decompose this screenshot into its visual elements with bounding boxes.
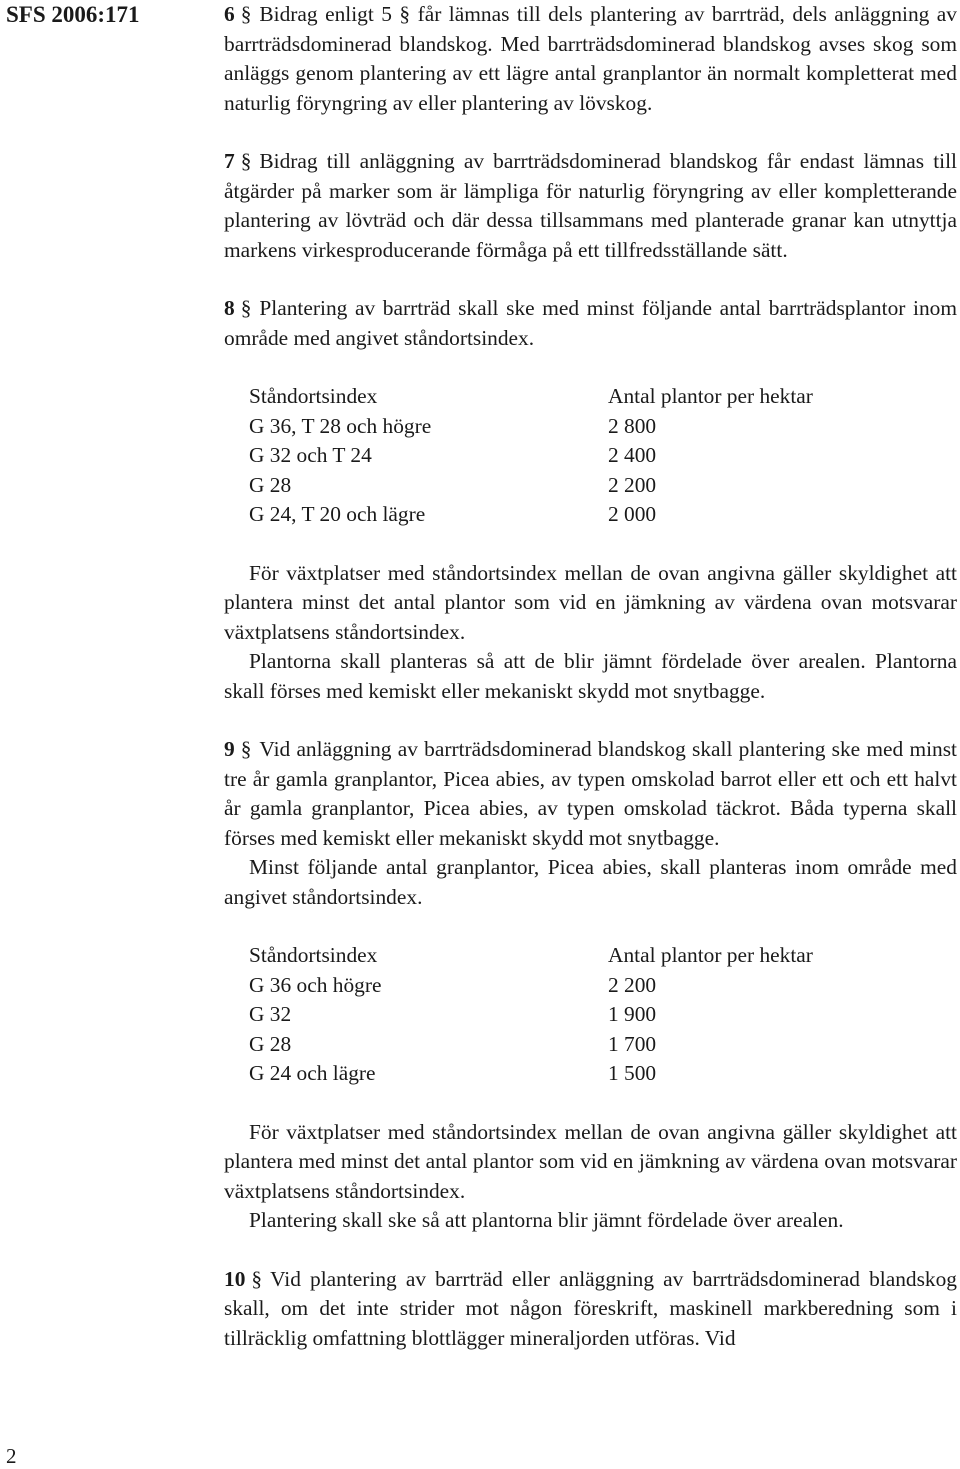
table-cell: 2 800 [608, 413, 657, 438]
table-header-cell: Ståndortsindex [249, 943, 378, 967]
section-10-text: Vid plantering av barrträd eller anläggning av barrträdsdominerad blandskog skall, om det inte strider mot någon föreskrift, maskinell markberedning som i tillräcklig omfattning blottlägger mineraljorden utföras. Vid [224, 1266, 957, 1350]
section-9-interpolation-paragraph: För växtplatser med ståndortsindex mellan de ovan angivna gäller skyldighet att plantera med minst det antal plantor som vid en jämkning av värdena ovan motsvarar växtplatsens ståndortsindex. [224, 1119, 957, 1203]
document-body [224, 0, 957, 1382]
section-9-paragraph [224, 735, 957, 853]
section-9-distribution-paragraph: Plantering skall ske så att plantorna blir jämnt fördelade över arealen. [249, 1208, 844, 1232]
sfs-header: SFS 2006:171 [6, 2, 140, 27]
section-6 [224, 0, 957, 118]
table-cell: 2 200 [608, 972, 657, 997]
table-cell: 2 400 [608, 443, 657, 467]
section-6-text: Bidrag enligt 5 § får lämnas till dels plantering av barrträd, dels anläggning av barrträdsdominerad blandskog. Med barrträdsdominerad blandskog avses skog som anläggs genom plantering av ett lägre antal granplantor än normalt kompletterat med naturlig föryngring av eller plantering av lövskog. [224, 2, 957, 115]
paragraph-sign: § [240, 2, 252, 26]
section-9-text: Vid anläggning av barrträdsdominerad blandskog skall plantering ske med minst tre år gamla granplantor, Picea abies, av typen omskolad barrot eller ett och ett halvt år gamla granplantor, Picea abies, av typen omskolad täckrot. Båda typerna skall förses med kemiskt eller mekaniskt skydd mot snytbagge. [224, 737, 957, 850]
table-row [249, 1059, 813, 1089]
section-10-paragraph [224, 1265, 957, 1354]
table-cell: 1 700 [608, 1031, 657, 1056]
table-header-cell: Ståndortsindex [249, 384, 378, 408]
page-number: 2 [6, 1444, 17, 1468]
section-8-interpolation-paragraph: För växtplatser med ståndortsindex mellan de ovan angivna gäller skyldighet att plantera minst det antal plantor som vid en jämkning av värdena ovan motsvarar växtplatsens ståndortsindex. [224, 560, 957, 644]
table-header-row [249, 941, 813, 971]
section-8-distribution-paragraph: Plantorna skall planteras så att de blir jämnt fördelade över arealen. Plantorna skall förses med kemiskt eller mekaniskt skydd mot snytbagge. [224, 649, 957, 703]
table-cell: G 36 och högre [249, 972, 382, 997]
table-cell: G 24, T 20 och lägre [249, 502, 426, 526]
section-8-table [249, 382, 813, 530]
table-row [249, 1030, 813, 1060]
section-7 [224, 147, 957, 265]
section-9-table [249, 941, 813, 1089]
paragraph-sign: § [240, 737, 252, 761]
section-7-paragraph [224, 147, 957, 265]
table-cell: 1 900 [608, 1002, 657, 1026]
section-8 [224, 294, 957, 353]
section-number: 6 [224, 2, 235, 26]
section-7-text: Bidrag till anläggning av barrträdsdominerad blandskog får endast lämnas till åtgärder på marker som är lämpliga för naturlig föryngring av eller kompletterande plantering av lövträd och där dessa tillsammans med planterade granar kan utnyttja markens virkesproducerande förmåga på ett tillfredsställande sätt. [224, 149, 957, 262]
table-row [249, 471, 813, 501]
section-number: 8 [224, 296, 235, 320]
table-cell: G 24 och lägre [249, 1061, 376, 1085]
table-header-row [249, 382, 813, 412]
paragraph-sign: § [240, 296, 252, 320]
table-row [249, 412, 813, 442]
table-cell: G 32 och T 24 [249, 443, 372, 467]
paragraph-sign: § [251, 1266, 263, 1291]
paragraph-sign: § [240, 149, 252, 173]
table-header-cell: Antal plantor per hektar [608, 384, 813, 408]
table-cell: 2 000 [608, 502, 657, 526]
table-cell: G 28 [249, 472, 292, 497]
table-cell: 1 500 [608, 1061, 657, 1085]
section-8-paragraph [224, 294, 957, 353]
table-cell: G 28 [249, 1031, 292, 1056]
table-row [249, 500, 813, 530]
table-cell: G 36, T 28 och högre [249, 413, 432, 438]
section-6-paragraph [224, 0, 957, 118]
section-8-text: Plantering av barrträd skall ske med minst följande antal barrträdsplantor inom område med angivet ståndortsindex. [224, 296, 957, 350]
table-row [249, 441, 813, 471]
section-9-second-paragraph: Minst följande antal granplantor, Picea abies, skall planteras inom område med angivet ståndortsindex. [224, 855, 957, 909]
section-number: 9 [224, 737, 235, 761]
section-8-after-table [224, 559, 957, 707]
table-cell: 2 200 [608, 472, 657, 497]
section-9 [224, 735, 957, 912]
section-9-after-table [224, 1118, 957, 1236]
table-row [249, 971, 813, 1001]
section-number: 10 [224, 1266, 246, 1291]
section-number: 7 [224, 149, 235, 173]
table-row [249, 1000, 813, 1030]
table-header-cell: Antal plantor per hektar [608, 943, 813, 967]
table-cell: G 32 [249, 1002, 292, 1026]
section-10 [224, 1265, 957, 1354]
